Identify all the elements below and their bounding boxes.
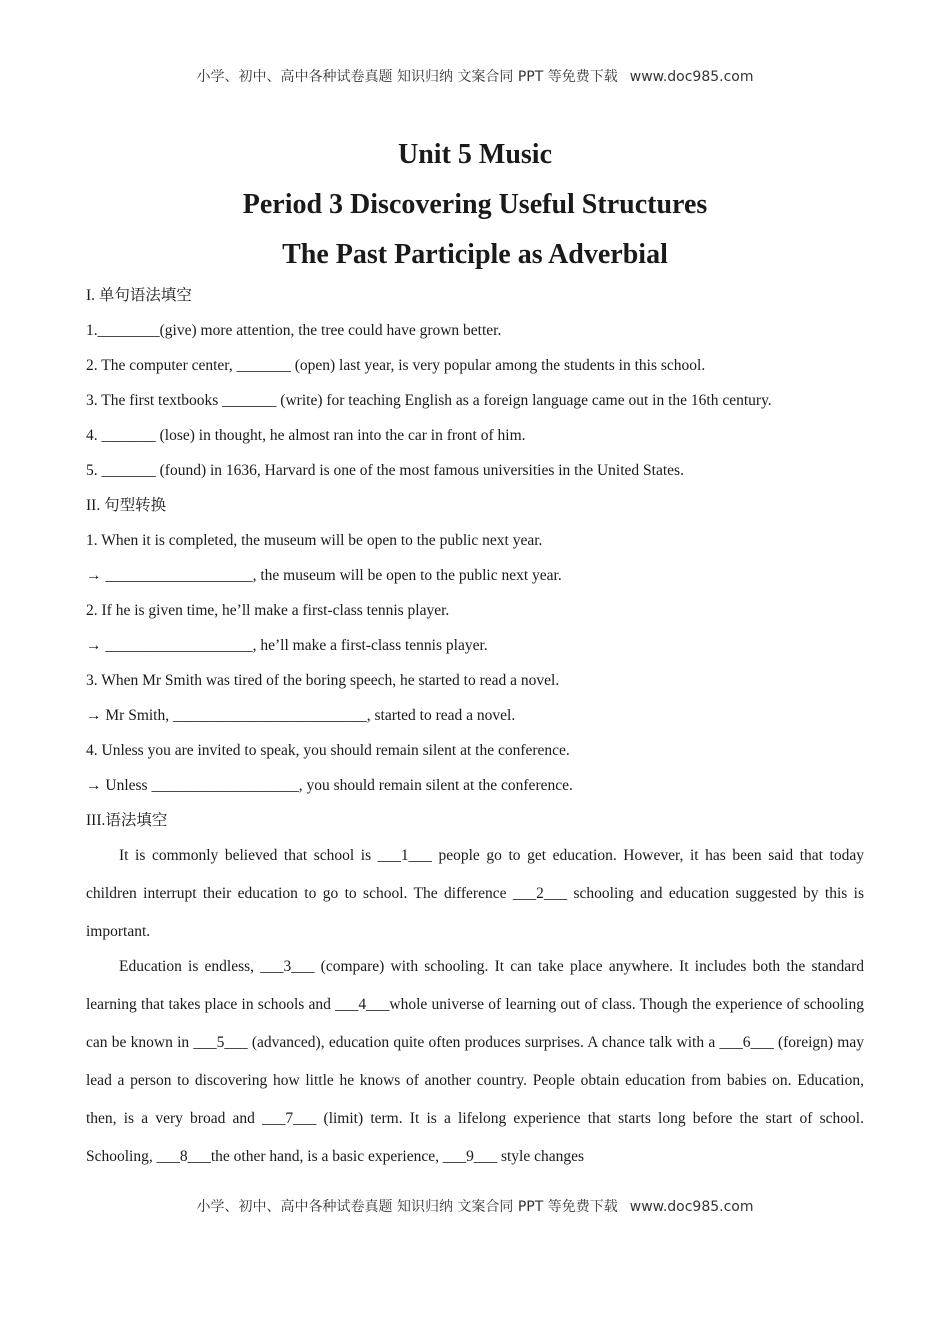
header-url[interactable]: www.doc985.com (629, 69, 754, 85)
s2-line-7: 4. Unless you are invited to speak, you should remain silent at the conference. (86, 742, 570, 759)
header-text: 小学、初中、高中各种试卷真题 知识归纳 文案合同 PPT 等免费下载 (196, 69, 618, 85)
page-footer (0, 1196, 950, 1216)
s2-line-6: → Mr Smith, _________________________, started to read a novel. (86, 707, 516, 724)
section1-heading: I. 单句语法填空 (86, 287, 192, 304)
s2-line-3: 2. If he is given time, he’ll make a first-class tennis player. (86, 602, 450, 619)
s1-item-2: 2. The computer center, _______ (open) last year, is very popular among the students in this school. (86, 357, 706, 374)
section2-heading: II. 句型转换 (86, 497, 167, 514)
s3-paragraph-1: It is commonly believed that school is ___1___ people go to get education. However, it has been said that today children interrupt their education to go to school. The difference ___2___ schooling and education suggested by this is important. (86, 847, 864, 940)
title-block (0, 130, 950, 280)
page-header (0, 66, 950, 86)
s1-item-5: 5. _______ (found) in 1636, Harvard is one of the most famous universities in the United States. (86, 462, 684, 479)
topic-title: The Past Participle as Adverbial (282, 239, 668, 270)
unit-title: Unit 5 Music (398, 139, 552, 170)
s1-item-3: 3. The first textbooks _______ (write) for teaching English as a foreign language came out in the 16th century. (86, 392, 772, 409)
s1-item-1: 1.________(give) more attention, the tree could have grown better. (86, 322, 502, 339)
footer-url[interactable]: www.doc985.com (629, 1199, 754, 1215)
s2-line-8: → Unless ___________________, you should remain silent at the conference. (86, 777, 573, 794)
section3-heading: III.语法填空 (86, 812, 168, 829)
s2-line-4: → ___________________, he’ll make a first-class tennis player. (86, 637, 488, 654)
footer-text: 小学、初中、高中各种试卷真题 知识归纳 文案合同 PPT 等免费下载 (196, 1199, 618, 1215)
worksheet-content (86, 284, 864, 1180)
s1-item-4: 4. _______ (lose) in thought, he almost ran into the car in front of him. (86, 427, 526, 444)
s2-line-5: 3. When Mr Smith was tired of the boring speech, he started to read a novel. (86, 672, 560, 689)
period-title: Period 3 Discovering Useful Structures (242, 189, 708, 220)
s2-line-2: → ___________________, the museum will be open to the public next year. (86, 567, 562, 584)
s3-paragraph-2: Education is endless, ___3___ (compare) with schooling. It can take place anywhere. It includes both the standard learning that takes place in schools and ___4___whole universe of learning out of class. Though the experience of schooling can be known in ___5___ (advanced), education quite often produces surprises. A chance talk with a ___6___ (foreign) may lead a person to discovering how little he knows of another country. People obtain education from babies on. Education, then, is a very broad and ___7___ (limit) term. It is a lifelong experience that starts long before the start of school. Schooling, ___8___the other hand, is a basic experience, ___9___ style changes (86, 958, 864, 1165)
s2-line-1: 1. When it is completed, the museum will be open to the public next year. (86, 532, 543, 549)
